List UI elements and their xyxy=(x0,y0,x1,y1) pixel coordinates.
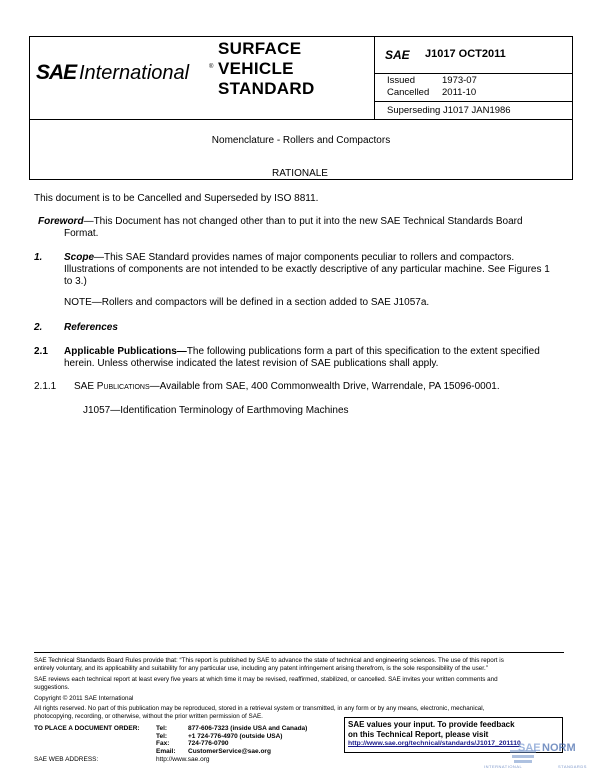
issued-value: 1973-07 xyxy=(442,75,477,86)
sae-norm-watermark xyxy=(474,742,587,772)
rights-line: photocopying, recording, or otherwise, without the prior written permission of SAE. xyxy=(34,713,263,720)
rationale-text: This document is to be Cancelled and Superseded by ISO 8811. xyxy=(34,193,319,204)
tel-label: Tel: xyxy=(156,725,168,732)
section-label: References xyxy=(64,322,118,333)
foreword-text-cont: Format. xyxy=(64,228,99,239)
tel-label: Tel: xyxy=(156,732,168,740)
scope-text: —This SAE Standard provides names of major components peculiar to rollers and compactors. xyxy=(94,252,515,263)
web-title: SAE WEB ADDRESS: xyxy=(34,756,99,763)
section-scope xyxy=(34,252,550,288)
issued-label: Issued xyxy=(387,75,415,86)
section-number: 2. xyxy=(34,322,43,333)
section-references xyxy=(34,322,118,334)
document-number: J1017 OCT2011 xyxy=(425,48,506,60)
document-title: Nomenclature - Rollers and Compactors xyxy=(211,135,391,146)
divider xyxy=(374,101,572,102)
section-sae-publications xyxy=(34,381,500,393)
sae-international-logo xyxy=(36,61,216,87)
board-rules-line: entirely voluntary, and its applicability and suitability for any particular use, including any patent infringement arising therefrom, is the sole responsibility of the user.” xyxy=(34,665,488,672)
watermark-sae: SAE xyxy=(518,742,541,754)
sae-mark: SAE xyxy=(385,48,410,62)
note-text: NOTE—Rollers and compactors will be defined in a section added to SAE J1057a. xyxy=(64,297,430,308)
fax-value: 724-776-0790 xyxy=(188,740,229,747)
logo-international-text: International xyxy=(79,62,190,84)
section-text: —Available from SAE, 400 Commonwealth Drive, Warrendale, PA 15096-0001. xyxy=(149,381,500,392)
doc-type-line: VEHICLE xyxy=(218,59,294,78)
tel-value: 877-606-7323 (inside USA and Canada) xyxy=(188,725,308,732)
section-number: 1. xyxy=(34,252,43,263)
divider xyxy=(374,37,375,119)
section-text: herein. Unless otherwise indicated the latest revision of SAE publications shall apply. xyxy=(64,358,439,369)
fax-label: Fax: xyxy=(156,740,170,747)
divider xyxy=(374,73,572,74)
rights-line: All rights reserved. No part of this publication may be reproduced, stored in a retrieval system or transmitted, in any form or by any means, electronic, mechanical, xyxy=(34,705,485,712)
watermark-international: INTERNATIONAL xyxy=(484,764,523,769)
section-number: 2.1.1 xyxy=(34,381,57,392)
board-rules-text xyxy=(34,657,565,673)
date-block xyxy=(387,75,477,99)
divider xyxy=(30,119,572,120)
doc-type-line: SURFACE xyxy=(218,39,302,58)
section-text: The following publications form a part of this specification to the extent specified xyxy=(186,346,540,357)
logo-sae-text: SAE xyxy=(36,61,77,84)
tel-value: +1 724-776-4970 (outside USA) xyxy=(188,732,283,740)
watermark-standards: STANDARDS xyxy=(558,764,587,769)
review-line: SAE reviews each technical report at least every five years at which time it may be revised, reaffirmed, stabilized, or cancelled. SAE invites your written comments and xyxy=(34,676,498,683)
scope-text: Illustrations of components are not intended to be exactly descriptive of any particular machine. See Figures 1 xyxy=(64,264,550,275)
feedback-text: SAE values your input. To provide feedback xyxy=(348,720,515,729)
foreword-label: Foreword xyxy=(38,216,84,227)
section-label: Scope xyxy=(64,252,95,263)
section-label: SAE Publications xyxy=(74,381,150,392)
email-link[interactable]: CustomerService@sae.org xyxy=(188,747,271,755)
feedback-link[interactable]: http://www.sae.org/technical/standards/J1017_201110 xyxy=(348,740,521,747)
header-box xyxy=(29,36,573,180)
board-rules-line: SAE Technical Standards Board Rules provide that: “This report is published by SAE to advance the state of technical and engineering sciences. The use of this report is xyxy=(34,657,504,664)
watermark-bar xyxy=(512,755,534,758)
feedback-text: on this Technical Report, please visit xyxy=(348,729,489,739)
order-title: TO PLACE A DOCUMENT ORDER: xyxy=(34,725,140,732)
footer-rule xyxy=(34,652,564,653)
cancelled-value: 2011-10 xyxy=(442,87,477,98)
cancelled-label: Cancelled xyxy=(387,87,430,98)
email-label: Email: xyxy=(156,747,176,755)
copyright-text: Copyright © 2011 SAE International xyxy=(34,695,134,702)
foreword-text: —This Document has not changed other than to put it into the new SAE Technical Standards Board xyxy=(83,216,523,227)
registered-mark: ® xyxy=(209,64,214,70)
doc-type-line: STANDARD xyxy=(218,79,315,98)
rationale-heading: RATIONALE xyxy=(272,168,328,179)
web-link[interactable]: http://www.sae.org xyxy=(156,756,210,763)
section-applicable-publications xyxy=(34,346,540,370)
watermark-norm: NORM xyxy=(542,742,576,754)
review-line: suggestions. xyxy=(34,684,70,691)
section-number: 2.1 xyxy=(34,346,48,357)
document-type xyxy=(218,39,315,99)
watermark-bar xyxy=(514,760,532,763)
order-contact-block xyxy=(34,725,307,764)
section-label: Applicable Publications— xyxy=(64,346,187,357)
review-text xyxy=(34,676,565,692)
scope-text: to 3.) xyxy=(64,276,87,287)
foreword-paragraph xyxy=(34,216,523,240)
superseding-note: Superseding J1017 JAN1986 xyxy=(387,105,511,116)
reference-j1057: J1057—Identification Terminology of Earthmoving Machines xyxy=(83,405,349,416)
